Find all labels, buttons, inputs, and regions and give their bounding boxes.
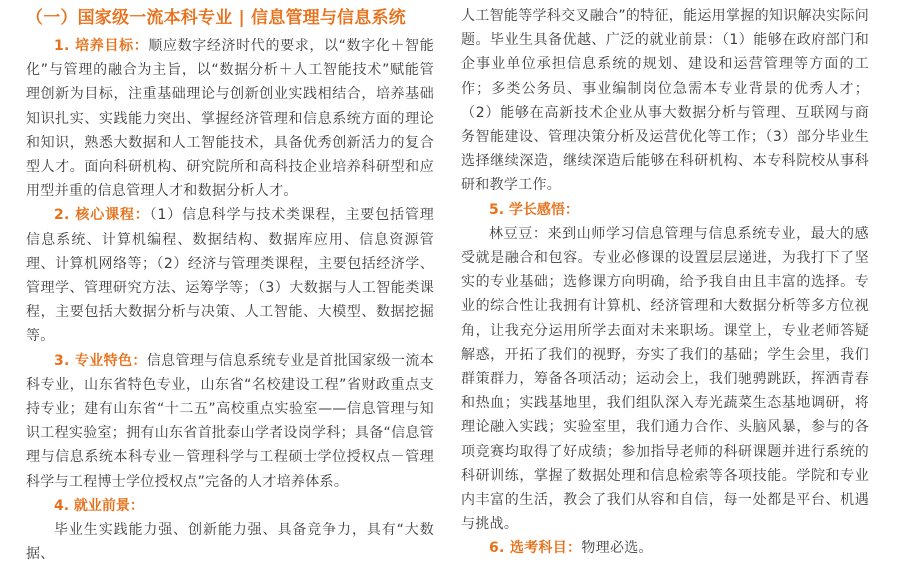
core-courses-text: （1）信息科学与技术类课程，主要包括管理信息系统、计算机编程、数据结构、数据库应用、信息资源管理、计算机网络等；（2）经济与管理类课程，主要包括经济学、管理学、管理研究方法、运筹学等；（3）大数据与人工智能类课程，主要包括大数据分析与决策、人工智能、大模型、数据挖掘等。 [26, 207, 434, 345]
subjects-heading: 6. 选考科目： [489, 540, 582, 557]
employment-text-continued: 人工智能等学科交叉融合”的特征，能运用掌握的知识解决实际问题。毕业生具备优越、广泛的就业前景：（1）能够在政府部门和企事业单位承担信息系统的规划、建设和运营管理等方面的工作；多类公务员、事业编制岗位急需本专业背景的优秀人才；（2）能够在高新技术企业从事大数据分析与管理、互联网与商务智能建设、管理决策分析及运营优化等工作；（3）部分毕业生选择继续深造，继续深造后能够在科研机构、本专科院校从事科研和教学工作。 [461, 8, 869, 194]
right-column [461, 0, 869, 561]
core-courses-paragraph [26, 203, 434, 348]
employment-text-start: 毕业生实践能力强、创新能力强、具备竞争力，具有“大数据、 [26, 522, 434, 563]
core-courses-heading: 2. 核心课程： [54, 207, 150, 224]
features-heading: 3. 专业特色： [54, 352, 147, 369]
left-column [26, 0, 434, 566]
training-goal-heading: 1. 培养目标： [54, 38, 149, 54]
alumni-heading: 5. 学长感悟： [489, 201, 579, 218]
training-goal-text: 顺应数字经济时代的要求，以“数字化＋智能化”与管理的融合为主旨，以“数据分析＋人工智能技术”赋能管理创新为目标，注重基础理论与创新创业实践相结合，培养基础知识扎实、实践能力突出、掌握经济管理和信息系统方面的理论和知识，熟悉大数据和人工智能技术，具备优秀创新活力的复合型人才。面向科研机构、研究院所和高科技企业培养科研型和应用型并重的信息管理人才和数据分析人才。 [26, 38, 434, 200]
section-title: （一）国家级一流本科专业 | 信息管理与信息系统 [26, 8, 406, 28]
subjects-text: 物理必选。 [581, 540, 653, 557]
employment-heading: 4. 就业前景： [54, 497, 144, 514]
training-goal-paragraph [26, 34, 434, 203]
features-paragraph [26, 349, 434, 494]
subjects-paragraph [461, 536, 869, 560]
features-text: 信息管理与信息系统专业是首批国家级一流本科专业，山东省特色专业，山东省“名校建设工程”省财政重点支持专业；建有山东省“十二五”高校重点实验室——信息管理与知识工程实验室；拥有山东省首批泰山学者设岗学科；具备“信息管理与信息系统本科专业－管理科学与工程硕士学位授权点－管理科学与工程博士学位授权点”完备的人才培养体系。 [26, 352, 434, 490]
alumni-text: 林豆豆：来到山师学习信息管理与信息系统专业，最大的感受就是融合和包容。专业必修课的设置层层递进，为我打下了坚实的专业基础；选修课方向明确，给予我自由且丰富的选择。专业的综合性让我拥有计算机、经济管理和大数据分析等多方位视角，让我充分运用所学去面对未来职场。课堂上，专业老师答疑解惑，开拓了我们的视野，夯实了我们的基础；学生会里，我们群策群力，筹备各项活动；运动会上，我们驰骋跳跃，挥洒青春和热血；实践基地里，我们组队深入寿光蔬菜生态基地调研，将理论融入实践；实验室里，我们通力合作、头脑风暴，参与的各项竞赛均取得了好成绩；参加指导老师的科研课题并进行系统的科研训练，掌握了数据处理和信息检索等各项技能。学院和专业内丰富的生活，教会了我们从容和自信，每一处都是平台、机遇与挑战。 [461, 225, 869, 533]
